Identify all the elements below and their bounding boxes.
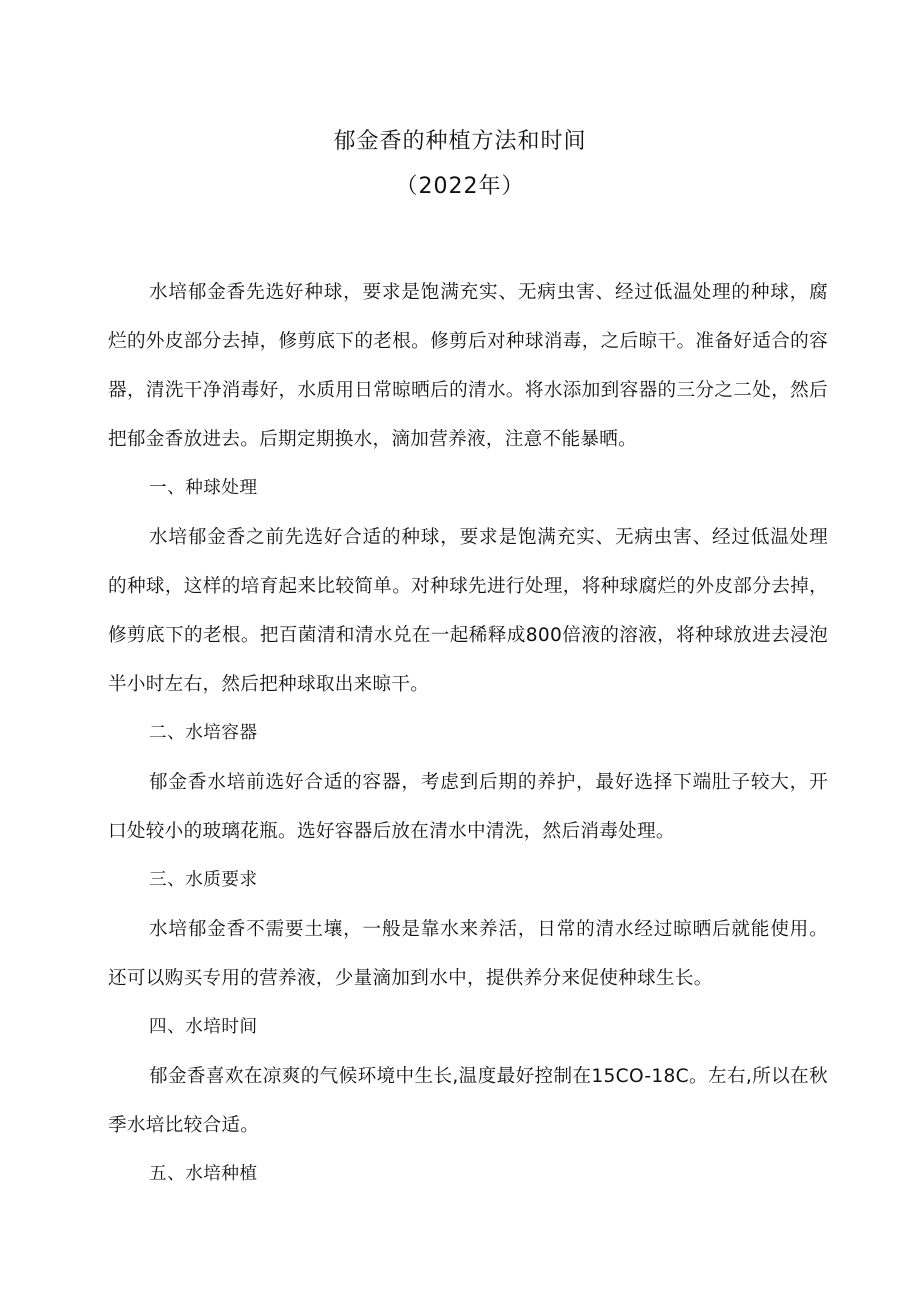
section-heading-5: 五、水培种植 [149,1164,258,1184]
section-body-3: 水培郁金香不需要土壤，一般是靠水来养活，日常的清水经过晾晒后就能使用。还可以购买专用的营养液，少量滴加到水中，提供养分来促使种球生长。 [108,919,828,989]
document-title: 郁金香的种植方法和时间 [333,129,587,154]
section-body-2: 郁金香水培前选好合适的容器，考虑到后期的养护，最好选择下端肚子较大，开口处较小的玻璃花瓶。选好容器后放在清水中清洗，然后消毒处理。 [108,772,828,842]
section-heading-1: 一、种球处理 [149,478,258,498]
document-year: （2022年） [395,174,525,199]
intro-paragraph: 水培郁金香先选好种球，要求是饱满充实、无病虫害、经过低温处理的种球，腐烂的外皮部分去掉，修剪底下的老根。修剪后对种球消毒，之后晾干。准备好适合的容器，清洗干净消毒好，水质用日常晾晒后的清水。将水添加到容器的三分之二处，然后把郁金香放进去。后期定期换水，滴加营养液，注意不能暴晒。 [108,282,828,450]
section-heading-2: 二、水培容器 [149,723,258,743]
document-body [108,268,828,1199]
section-heading-3: 三、水质要求 [149,870,258,890]
section-heading-4: 四、水培时间 [149,1017,258,1037]
section-body-4: 郁金香喜欢在凉爽的气候环境中生长,温度最好控制在15CO-18C。左右,所以在秋季水培比较合适。 [108,1066,828,1136]
section-body-1: 水培郁金香之前先选好合适的种球，要求是饱满充实、无病虫害、经过低温处理的种球，这样的培育起来比较简单。对种球先进行处理，将种球腐烂的外皮部分去掉，修剪底下的老根。把百菌清和清水兑在一起稀释成800倍液的溶液，将种球放进去浸泡半小时左右，然后把种球取出来晾干。 [108,527,828,695]
